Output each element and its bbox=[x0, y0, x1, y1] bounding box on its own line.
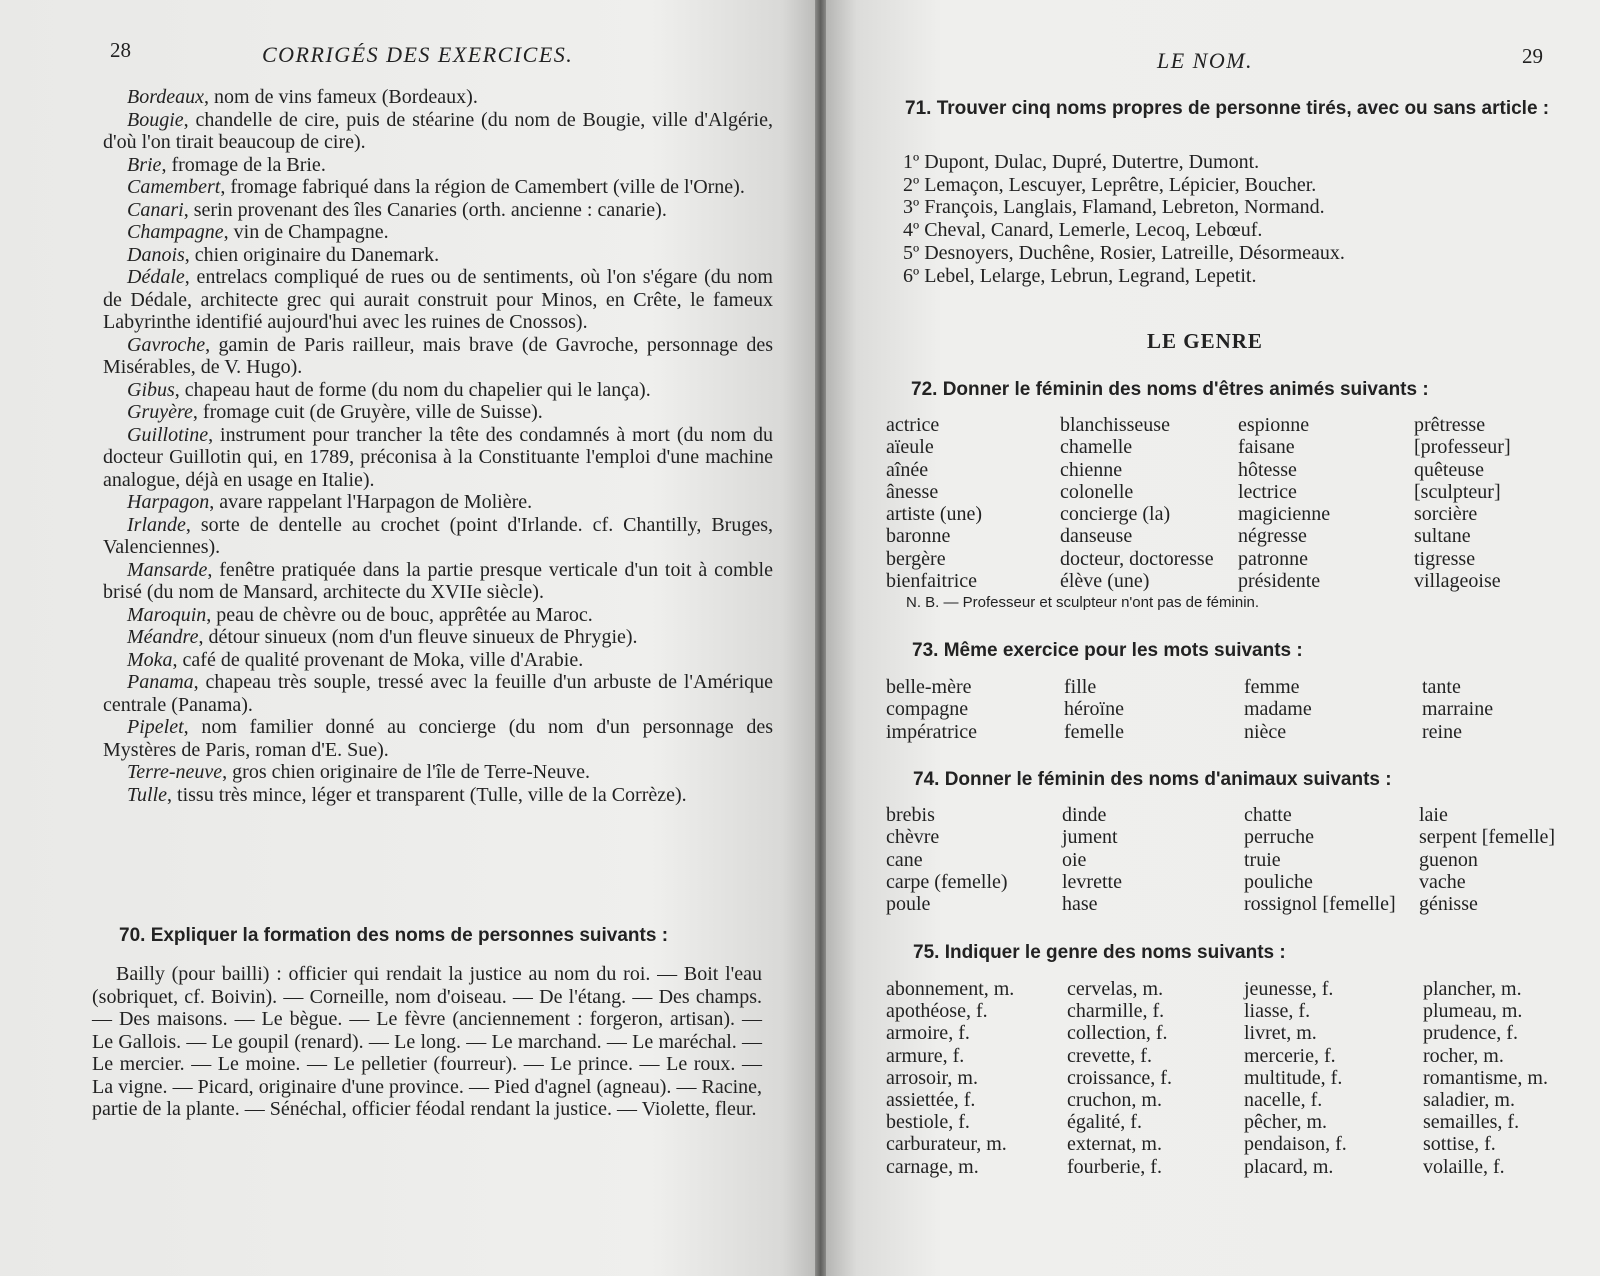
list-item: quêteuse bbox=[1414, 458, 1484, 481]
list-item: sorcière bbox=[1414, 503, 1478, 526]
entry-text: , vin de Champagne. bbox=[223, 221, 389, 243]
entry-term: Harpagon bbox=[127, 491, 210, 513]
list-item: carpe (femelle) bbox=[886, 870, 1008, 893]
exercise-71-answers bbox=[903, 151, 1345, 287]
list-item: semailles, f. bbox=[1423, 1111, 1520, 1134]
note: N. B. — Professeur et sculpteur n'ont pas de féminin. bbox=[906, 594, 1260, 611]
grid-column bbox=[886, 978, 1014, 1178]
list-item: liasse, f. bbox=[1244, 1000, 1311, 1023]
entry-term: Gibus bbox=[127, 378, 175, 401]
list-item: nacelle, f. bbox=[1244, 1089, 1323, 1112]
list-item: brebis bbox=[886, 804, 935, 826]
list-item bbox=[103, 649, 773, 672]
list-item bbox=[103, 761, 773, 784]
list-item: pouliche bbox=[1244, 870, 1313, 893]
list-item: nièce bbox=[1244, 720, 1287, 743]
list-item: blanchisseuse bbox=[1060, 414, 1170, 436]
grid-column bbox=[1422, 676, 1493, 743]
exercise-73-heading: 73. Même exercice pour les mots suivants : bbox=[912, 640, 1303, 661]
page-number: 29 bbox=[1522, 44, 1543, 68]
entry-term: Gruyère bbox=[127, 401, 193, 423]
entry-term: Bordeaux bbox=[127, 86, 205, 108]
list-item: pendaison, f. bbox=[1244, 1133, 1347, 1156]
list-item bbox=[103, 199, 773, 222]
list-item: femme bbox=[1244, 676, 1300, 698]
list-item: jeunesse, f. bbox=[1244, 978, 1334, 1000]
list-item: impératrice bbox=[886, 720, 978, 743]
list-item: magicienne bbox=[1238, 503, 1331, 526]
list-item: prêtresse bbox=[1414, 414, 1486, 436]
list-item: génisse bbox=[1419, 893, 1478, 916]
entry-text: , sorte de dentelle au crochet (point d'Irlande. cf. Chantilly, Bruges, Valenciennes). bbox=[103, 513, 773, 558]
list-item bbox=[103, 424, 773, 492]
grid-column bbox=[1423, 978, 1548, 1178]
list-item: vache bbox=[1419, 870, 1466, 893]
entry-term: Panama bbox=[127, 671, 194, 693]
entry-text: , peau de chèvre ou de bouc, apprêtée au Maroc. bbox=[206, 603, 593, 626]
entry-text: , entrelacs compliqué de rues ou de sentiments, où l'on s'égare (du nom de Dédale, architecte grec qui aurait construit pour Minos, en Crête, le fameux Labyrinthe identifié aujourd'hui avec les ruines de Cnossos). bbox=[103, 266, 773, 333]
list-item: artiste (une) bbox=[886, 503, 983, 526]
list-item: prudence, f. bbox=[1423, 1022, 1518, 1045]
list-item: jument bbox=[1062, 826, 1118, 849]
list-item: ânesse bbox=[886, 480, 939, 503]
list-item: chatte bbox=[1244, 804, 1292, 826]
entry-term: Maroquin bbox=[127, 603, 207, 626]
exercise-71-heading: 71. Trouver cinq noms propres de personne tirés, avec ou sans article : bbox=[905, 98, 1550, 119]
exercise-70-heading: 70. Expliquer la formation des noms de personnes suivants : bbox=[119, 925, 669, 946]
section-title: LE GENRE bbox=[1147, 329, 1263, 353]
list-item: serpent [femelle] bbox=[1419, 826, 1556, 849]
exercise-74-heading: 74. Donner le féminin des noms d'animaux suivants : bbox=[913, 769, 1392, 790]
exercise-70-answer: Bailly (pour bailli) : officier qui rendait la justice au nom du roi. — Boit l'eau (sobriquet, cf. Boivin). — Corneille, nom d'oiseau. — De l'étang. — Des champs. — Des maisons. — Le bègue. — Le fèvre (anciennement : forgeron, artisan). — Le Gallois. — Le goupil (renard). — Le long. — Le marchand. — Le maréchal. — Le mercier. — Le moine. — Le pelletier (fourreur). — Le prince. — Le roux. — La vigne. — Picard, originaire d'une province. — Pied d'agnel (agneau). — Racine, partie de la plante. — Sénéchal, officier féodal rendant la justice. — Violette, fleur. bbox=[92, 963, 762, 1120]
list-item: cruchon, m. bbox=[1067, 1089, 1162, 1112]
list-item: femelle bbox=[1064, 720, 1124, 743]
list-item: rocher, m. bbox=[1423, 1044, 1504, 1067]
grid-column bbox=[1244, 804, 1396, 915]
list-item bbox=[103, 86, 773, 109]
list-item: reine bbox=[1422, 720, 1462, 743]
entry-text: , gros chien originaire de l'île de Terre-Neuve. bbox=[222, 761, 590, 783]
entry-term: Guillotine bbox=[127, 423, 209, 446]
entry-list bbox=[103, 86, 773, 806]
list-item: armoire, f. bbox=[886, 1022, 970, 1045]
list-item: lectrice bbox=[1238, 480, 1297, 503]
entry-term: Irlande bbox=[127, 513, 186, 536]
entry-text: , fenêtre pratiquée dans la partie presque verticale d'un toit à comble brisé (du nom de Mansard, architecte du XVIIe siècle). bbox=[103, 558, 773, 603]
list-item: chienne bbox=[1060, 458, 1123, 481]
list-item: oie bbox=[1062, 848, 1087, 871]
list-item bbox=[103, 154, 773, 177]
list-item: multitude, f. bbox=[1244, 1066, 1343, 1089]
list-item: levrette bbox=[1062, 870, 1122, 893]
grid-column bbox=[1060, 414, 1214, 592]
list-item: arrosoir, m. bbox=[886, 1066, 978, 1089]
entry-text: , café de qualité provenant de Moka, ville d'Arabie. bbox=[172, 648, 584, 671]
list-item bbox=[103, 716, 773, 761]
entry-term: Gavroche bbox=[127, 333, 206, 356]
list-item bbox=[103, 266, 773, 334]
list-item bbox=[103, 379, 773, 402]
grid-column bbox=[1067, 978, 1172, 1178]
list-item: espionne bbox=[1238, 414, 1310, 436]
list-item: poule bbox=[886, 893, 931, 916]
list-item: marraine bbox=[1422, 698, 1494, 721]
list-item: bergère bbox=[886, 547, 946, 570]
list-item: plancher, m. bbox=[1423, 978, 1522, 1000]
list-item bbox=[103, 221, 773, 244]
page-number: 28 bbox=[110, 38, 131, 62]
entry-term: Danois bbox=[127, 243, 185, 266]
list-item: chèvre bbox=[886, 826, 940, 849]
list-item: guenon bbox=[1419, 848, 1478, 871]
exercise-75-heading: 75. Indiquer le genre des noms suivants : bbox=[913, 942, 1286, 963]
list-item: négresse bbox=[1238, 525, 1307, 548]
list-item: [sculpteur] bbox=[1414, 480, 1501, 503]
entry-text: , avare rappelant l'Harpagon de Molière. bbox=[209, 491, 533, 513]
list-item bbox=[103, 514, 773, 559]
entry-term: Terre-neuve bbox=[127, 761, 223, 783]
grid-column bbox=[886, 414, 982, 592]
entry-text: , fromage de la Brie. bbox=[161, 153, 326, 176]
list-item: chamelle bbox=[1060, 436, 1133, 459]
grid-column bbox=[886, 804, 1008, 915]
entry-text: , serin provenant des îles Canaries (orth. ancienne : canarie). bbox=[183, 198, 667, 221]
list-item: aînée bbox=[886, 458, 929, 481]
entry-text: , chapeau haut de forme (du nom du chapelier qui le lança). bbox=[174, 378, 651, 401]
list-item: aïeule bbox=[886, 436, 934, 459]
list-item: bienfaitrice bbox=[886, 570, 978, 593]
list-item: dinde bbox=[1062, 804, 1107, 826]
list-item: élève (une) bbox=[1060, 570, 1150, 593]
entry-term: Moka bbox=[127, 648, 173, 671]
list-item: 5º Desnoyers, Duchêne, Rosier, Latreille, Désormeaux. bbox=[903, 241, 1345, 264]
list-item: baronne bbox=[886, 525, 951, 548]
list-item: plumeau, m. bbox=[1423, 1000, 1523, 1023]
list-item: mercerie, f. bbox=[1244, 1044, 1336, 1067]
list-item: crevette, f. bbox=[1067, 1044, 1152, 1067]
list-item: rossignol [femelle] bbox=[1244, 893, 1396, 916]
list-item bbox=[103, 604, 773, 627]
grid-column bbox=[1244, 676, 1312, 743]
list-item: 6º Lebel, Lelarge, Lebrun, Legrand, Lepetit. bbox=[903, 264, 1257, 287]
entry-term: Brie bbox=[127, 153, 162, 176]
list-item: saladier, m. bbox=[1423, 1089, 1515, 1112]
entry-text: , fromage cuit (de Gruyère, ville de Suisse). bbox=[192, 401, 543, 423]
list-item: laie bbox=[1419, 804, 1448, 826]
list-item: externat, m. bbox=[1067, 1133, 1162, 1156]
list-item: carnage, m. bbox=[886, 1155, 979, 1178]
entry-text: , nom de vins fameux (Bordeaux). bbox=[204, 86, 478, 108]
entry-text: , instrument pour trancher la tête des condamnés à mort (du nom du docteur Guillotin qui, en 1789, préconisa à la Constituante l'emploi d'une machine analogue, déjà en usage en Italie). bbox=[103, 423, 773, 491]
entry-term: Dédale bbox=[127, 266, 185, 288]
list-item bbox=[103, 109, 773, 154]
list-item: apothéose, f. bbox=[886, 1000, 988, 1023]
list-item: hase bbox=[1062, 893, 1098, 916]
list-item: bestiole, f. bbox=[886, 1111, 970, 1134]
list-item: sottise, f. bbox=[1423, 1133, 1496, 1156]
list-item: patronne bbox=[1238, 547, 1308, 570]
grid-column bbox=[886, 676, 977, 743]
list-item: villageoise bbox=[1414, 570, 1501, 593]
list-item: hôtesse bbox=[1238, 458, 1297, 481]
list-item: truie bbox=[1244, 848, 1281, 871]
entry-term: Méandre bbox=[127, 626, 199, 648]
list-item: égalité, f. bbox=[1067, 1111, 1142, 1134]
list-item: armure, f. bbox=[886, 1044, 965, 1067]
list-item: colonelle bbox=[1060, 480, 1134, 503]
list-item bbox=[103, 559, 773, 604]
grid-column bbox=[1238, 414, 1330, 592]
entry-text: , détour sinueux (nom d'un fleuve sinueux de Phrygie). bbox=[198, 626, 638, 648]
entry-text: , gamin de Paris railleur, mais brave (de Gavroche, personnage des Misérables, de V. Hugo). bbox=[103, 333, 773, 378]
entry-text: , fromage fabriqué dans la région de Camembert (ville de l'Orne). bbox=[220, 176, 745, 198]
entry-text: , chandelle de cire, puis de stéarine (du nom de Bougie, ville d'Algérie, d'où l'on tirait beaucoup de cire). bbox=[103, 108, 773, 153]
entry-term: Canari bbox=[127, 198, 184, 221]
entry-term: Tulle bbox=[127, 783, 168, 806]
list-item: carburateur, m. bbox=[886, 1133, 1007, 1156]
list-item: romantisme, m. bbox=[1423, 1066, 1548, 1089]
list-item: cervelas, m. bbox=[1067, 978, 1164, 1000]
list-item: sultane bbox=[1414, 525, 1471, 548]
entry-term: Camembert bbox=[127, 176, 221, 198]
list-item: danseuse bbox=[1060, 525, 1133, 548]
book-gutter bbox=[815, 0, 826, 1276]
list-item: 2º Lemaçon, Lescuyer, Leprêtre, Lépicier, Boucher. bbox=[903, 173, 1317, 196]
list-item bbox=[103, 334, 773, 379]
list-item: belle-mère bbox=[886, 676, 972, 698]
list-item: faisane bbox=[1238, 436, 1295, 459]
grid-column bbox=[1244, 978, 1347, 1178]
list-item: collection, f. bbox=[1067, 1022, 1168, 1045]
list-item: présidente bbox=[1238, 570, 1321, 593]
entry-term: Champagne bbox=[127, 221, 224, 243]
list-item: madame bbox=[1244, 698, 1312, 721]
entry-term: Mansarde bbox=[127, 558, 208, 581]
list-item bbox=[103, 176, 773, 199]
list-item: assiettée, f. bbox=[886, 1089, 976, 1112]
running-head: LE NOM. bbox=[1157, 48, 1254, 73]
list-item: compagne bbox=[886, 698, 969, 721]
list-item: héroïne bbox=[1064, 698, 1124, 721]
list-item bbox=[103, 244, 773, 267]
list-item bbox=[103, 671, 773, 716]
list-item bbox=[103, 784, 773, 807]
list-item: tigresse bbox=[1414, 547, 1476, 570]
list-item: charmille, f. bbox=[1067, 1000, 1165, 1023]
exercise-72-heading: 72. Donner le féminin des noms d'êtres animés suivants : bbox=[911, 379, 1429, 400]
list-item: pêcher, m. bbox=[1244, 1111, 1328, 1134]
list-item: abonnement, m. bbox=[886, 978, 1015, 1000]
list-item: concierge (la) bbox=[1060, 503, 1171, 526]
list-item bbox=[103, 401, 773, 424]
list-item: volaille, f. bbox=[1423, 1155, 1505, 1178]
grid-column bbox=[1419, 804, 1555, 915]
running-head: CORRIGÉS DES EXERCICES. bbox=[262, 42, 574, 67]
entry-text: , chapeau très souple, tressé avec la feuille d'un arbuste de l'Amérique centrale (Panama). bbox=[103, 671, 773, 716]
entry-text: , chien originaire du Danemark. bbox=[184, 243, 440, 266]
list-item: 4º Cheval, Canard, Lemerle, Lecoq, Lebœuf. bbox=[903, 219, 1263, 242]
entry-term: Bougie bbox=[127, 108, 184, 131]
list-item: perruche bbox=[1244, 826, 1314, 849]
list-item: [professeur] bbox=[1414, 436, 1511, 459]
list-item: fourberie, f. bbox=[1067, 1155, 1162, 1178]
list-item: livret, m. bbox=[1244, 1022, 1317, 1045]
list-item: 1º Dupont, Dulac, Dupré, Dutertre, Dumont. bbox=[903, 151, 1260, 173]
grid-column bbox=[1064, 676, 1124, 743]
grid-column bbox=[1062, 804, 1122, 915]
entry-text: , tissu très mince, léger et transparent (Tulle, ville de la Corrèze). bbox=[167, 783, 687, 806]
list-item bbox=[103, 491, 773, 514]
list-item: 3º François, Langlais, Flamand, Lebreton, Normand. bbox=[903, 196, 1325, 219]
entry-text: , nom familier donné au concierge (du nom d'un personnage des Mystères de Paris, roman d'E. Sue). bbox=[103, 716, 773, 761]
list-item: fille bbox=[1064, 676, 1097, 698]
list-item: docteur, doctoresse bbox=[1060, 547, 1214, 570]
list-item: placard, m. bbox=[1244, 1155, 1334, 1178]
grid-column bbox=[1414, 414, 1511, 592]
list-item: cane bbox=[886, 848, 923, 871]
list-item bbox=[103, 626, 773, 649]
list-item: croissance, f. bbox=[1067, 1066, 1172, 1089]
list-item: actrice bbox=[886, 414, 940, 436]
list-item: tante bbox=[1422, 676, 1461, 698]
entry-term: Pipelet bbox=[127, 716, 184, 738]
